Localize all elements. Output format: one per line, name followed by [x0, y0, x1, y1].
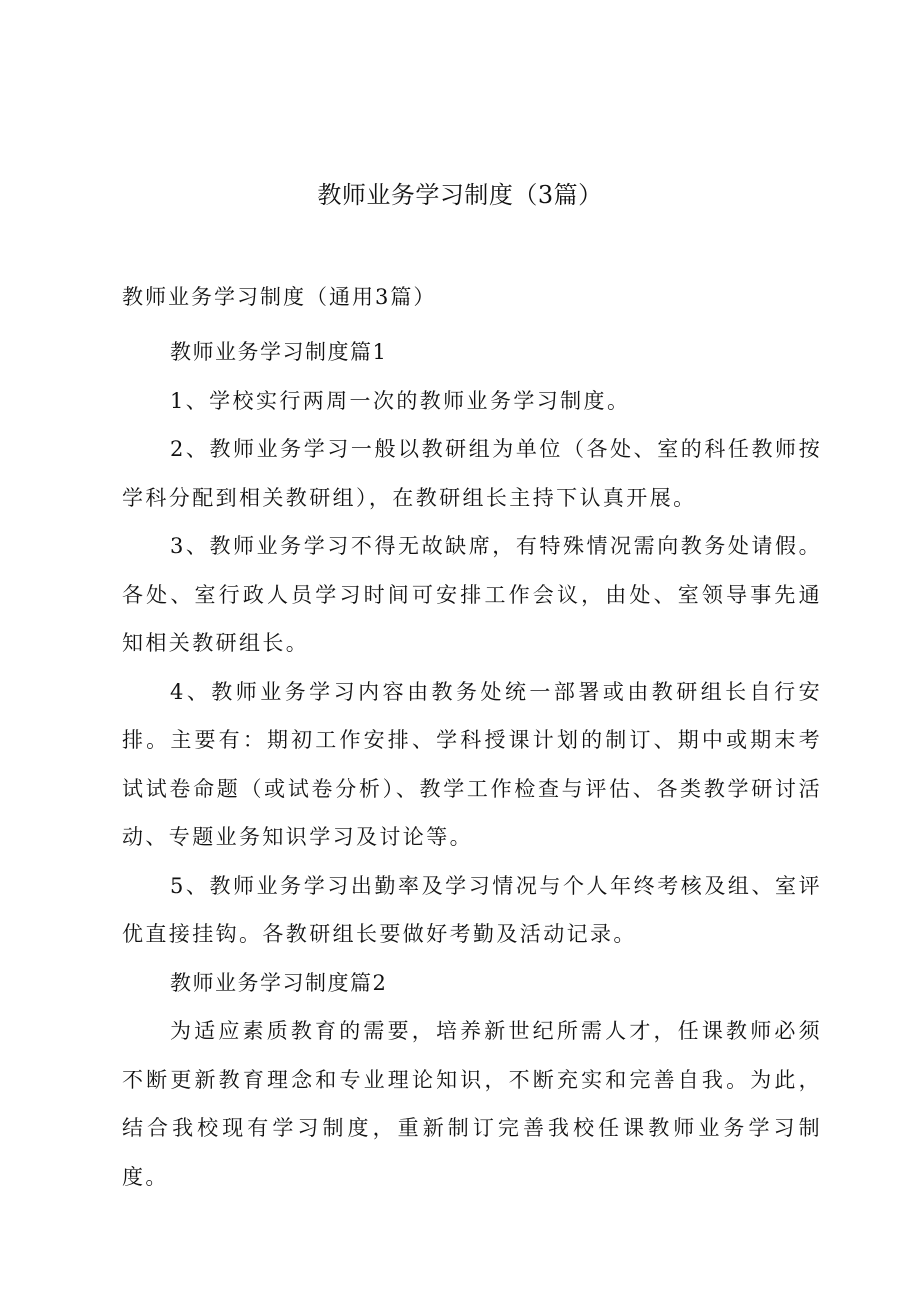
- paragraph-2-1: 为适应素质教育的需要，培养新世纪所需人才，任课教师必须不断更新教育理念和专业理论知识，不断充实和完善自我。为此，结合我校现有学习制度，重新制订完善我校任课教师业务学习制度。: [122, 1019, 822, 1189]
- section-heading-2: 教师业务学习制度篇2: [170, 970, 388, 995]
- paragraph-1-2: 2、教师业务学习一般以教研组为单位（各处、室的科任教师按学科分配到相关教研组），在教研组长主持下认真开展。: [122, 437, 822, 510]
- paragraph-1-1: 1、学校实行两周一次的教师业务学习制度。: [170, 388, 631, 413]
- document-subtitle: 教师业务学习制度（通用3篇）: [122, 285, 437, 309]
- paragraph-1-3: 3、教师业务学习不得无故缺席，有特殊情况需向教务处请假。各处、室行政人员学习时间可安排工作会议，由处、室领导事先通知相关教研组长。: [122, 534, 822, 655]
- document-title: 教师业务学习制度（3篇）: [317, 181, 603, 209]
- section-heading-1: 教师业务学习制度篇1: [170, 340, 388, 364]
- document-body: [122, 328, 822, 1201]
- paragraph-1-5: 5、教师业务学习出勤率及学习情况与个人年终考核及组、室评优直接挂钩。各教研组长要做好考勤及活动记录。: [122, 873, 822, 946]
- paragraph-1-4: 4、教师业务学习内容由教务处统一部署或由教研组长自行安排。主要有：期初工作安排、学科授课计划的制订、期中或期末考试试卷命题（或试卷分析）、教学工作检查与评估、各类教学研讨活动、专题业务知识学习及讨论等。: [122, 679, 822, 849]
